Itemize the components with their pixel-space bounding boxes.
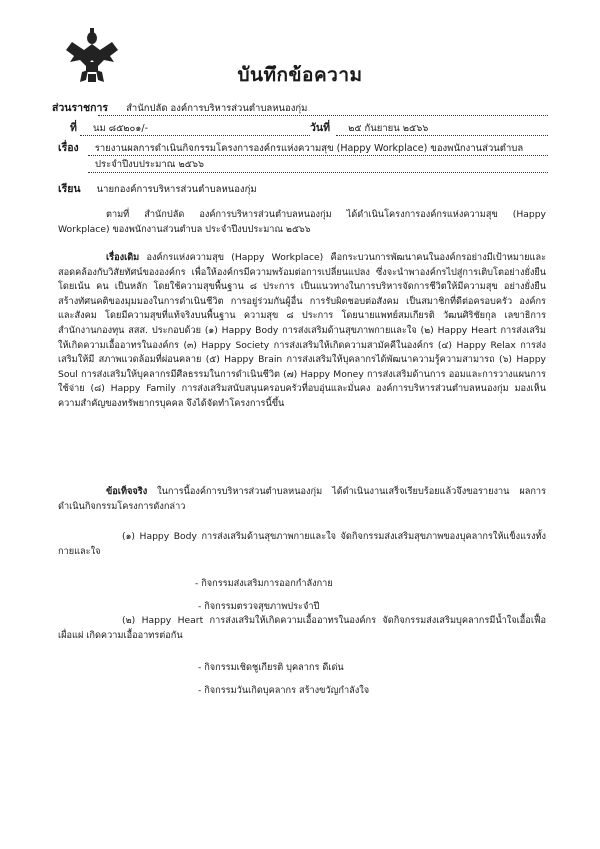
item-2-activity-2: - กิจกรรมวันเกิดบุคลากร สร้างขวัญกำลังใจ <box>198 685 370 696</box>
subject-underline-1 <box>88 155 548 156</box>
facts-text: ในการนี้องค์การบริหารส่วนตำบลหนองกุ่ม ได้ดำเนินงานเสร็จเรียบร้อยแล้วจึงขอรายงาน ผลการดำเนินกิจกรรมโครงการดังกล่าว <box>58 486 546 512</box>
memo-title: บันทึกข้อความ <box>237 64 363 86</box>
subject-label: เรื่อง <box>58 142 79 154</box>
subject-underline-2 <box>88 172 548 173</box>
item-2-activity-1: - กิจกรรมเชิดชูเกียรติ บุคลากร ดีเด่น <box>198 662 344 673</box>
facts-heading: ข้อเท็จจริง <box>106 486 148 497</box>
date-row <box>310 122 428 135</box>
department-underline <box>98 115 548 116</box>
item-1-paragraph <box>58 530 546 559</box>
intro-paragraph <box>58 208 546 237</box>
subject-row <box>58 142 523 155</box>
background-paragraph <box>58 251 546 412</box>
item-1-activity-2: - กิจกรรมตรวจสุขภาพประจำปี <box>198 601 320 612</box>
reference-label: ที่ <box>70 122 77 134</box>
reference-row <box>70 122 148 135</box>
department-label: ส่วนราชการ <box>52 102 109 114</box>
subject-value-line1: รายงานผลการดำเนินกิจกรรมโครงการองค์กรแห่งความสุข (Happy Workplace) ของพนักงานส่วนตำบล <box>94 143 524 154</box>
date-underline <box>336 135 548 136</box>
background-heading: เรื่องเดิม <box>106 252 140 263</box>
recipient-value: นายกองค์การบริหารส่วนตำบลหนองกุ่ม <box>96 184 257 195</box>
item-2-text: (๒) Happy Heart การส่งเสริมให้เกิดความเอื้ออาทรในองค์กร จัดกิจกรรมส่งเสริมบุคลากรมีน้ำใจเอื้อเฟื้อเผื่อแผ่ เกิดความเอื้ออาทรต่อกัน <box>58 615 546 641</box>
reference-underline <box>80 135 310 136</box>
subject-value-line2: ประจำปีงบประมาณ ๒๕๖๖ <box>95 159 205 170</box>
department-row <box>52 102 307 115</box>
department-value: สำนักปลัด องค์การบริหารส่วนตำบลหนองกุ่ม <box>126 103 308 114</box>
background-text: องค์กรแห่งความสุข (Happy Workplace) คือกระบวนการพัฒนาคนในองค์กรอย่างมีเป้าหมายและสอดคล้องกับวิสัยทัศน์ขององค์กร เพื่อให้องค์กรมีความพร้อมต่อการเปลี่ยนแปลง ซึ่งจะนำพาองค์กรไปสู่การเติบโตอย่างยั่งยืน โดยเน้น คน เป็นหลัก โดยใช้ความสุขพื้นฐาน ๘ ประการ เป็นแนวทางในการบริหารจัดการชีวิตให้มีความสุข อย่างยั่งยืน สร้างทัศนคติของมุมมองในการดำเนินชีวิต การอยู่ร่วมกันผู้อื่น การรับผิดชอบต่อสังคม เป็นสมาชิกที่ดีต่อครอบครัว องค์กร และสังคม โดยมีความสุขที่แท้จริงบนพื้นฐาน ความสุข ๘ ประการ โดยนายแพทย์สมเกียรติ วัฒนศิริชัยกุล เลขาธิการสำนักงานกองทุน สสส. ประกอบด้วย (๑) Happy Body การส่งเสริมด้านสุขภาพกายและใจ (๒) Happy Heart การส่งเสริมให้เกิดความเอื้ออาทรในองค์กร (๓) Happy Society การส่งเสริมให้เกิดความสามัคคีในองค์กร (๔) Happy Relax การส่งเสริมให้มี สภาพแวดล้อมที่ผ่อนคลาย (๕) Happy Brain การส่งเสริมให้บุคลากรได้พัฒนาความรู้ความสามารถ (๖) Happy Soul การส่งเสริมให้บุคลากรมีศีลธรรมในการดำเนินชีวิต (๗) Happy Money การส่งเสริมด้านการ ออมและการวางแผนการใช้จ่าย (๘) Happy Family การส่งเสริมสนับสนุนครอบครัวที่อบอุ่นและมั่นคง องค์การบริหารส่วนตำบลหนองกุ่ม มองเห็นความสำคัญของทรัพยากรบุคคล จึงได้จัดทำโครงการนี้ขึ้น <box>58 252 547 409</box>
recipient-row <box>58 183 257 196</box>
item-1-text: (๑) Happy Body การส่งเสริมด้านสุขภาพกายและใจ จัดกิจกรรมส่งเสริมสุขภาพของบุคลากรให้แข็งแรงทั้งกายและใจ <box>58 531 546 557</box>
date-value: ๒๕ กันยายน ๒๕๖๖ <box>348 123 429 134</box>
item-1-activity-1: - กิจกรรมส่งเสริมการออกกำลังกาย <box>195 578 333 589</box>
date-label: วันที่ <box>310 122 330 134</box>
facts-paragraph <box>58 485 546 514</box>
item-2-paragraph <box>58 614 546 643</box>
reference-value: นม ๘๕๒๐๑/- <box>92 123 148 134</box>
recipient-label: เรียน <box>58 183 81 195</box>
intro-text: ตามที่ สำนักปลัด องค์การบริหารส่วนตำบลหนองกุ่ม ได้ดำเนินโครงการองค์กรแห่งความสุข (Happy Workplace) ของพนักงานส่วนตำบล ประจำปีงบประมาณ ๒๕๖๖ <box>58 209 546 235</box>
